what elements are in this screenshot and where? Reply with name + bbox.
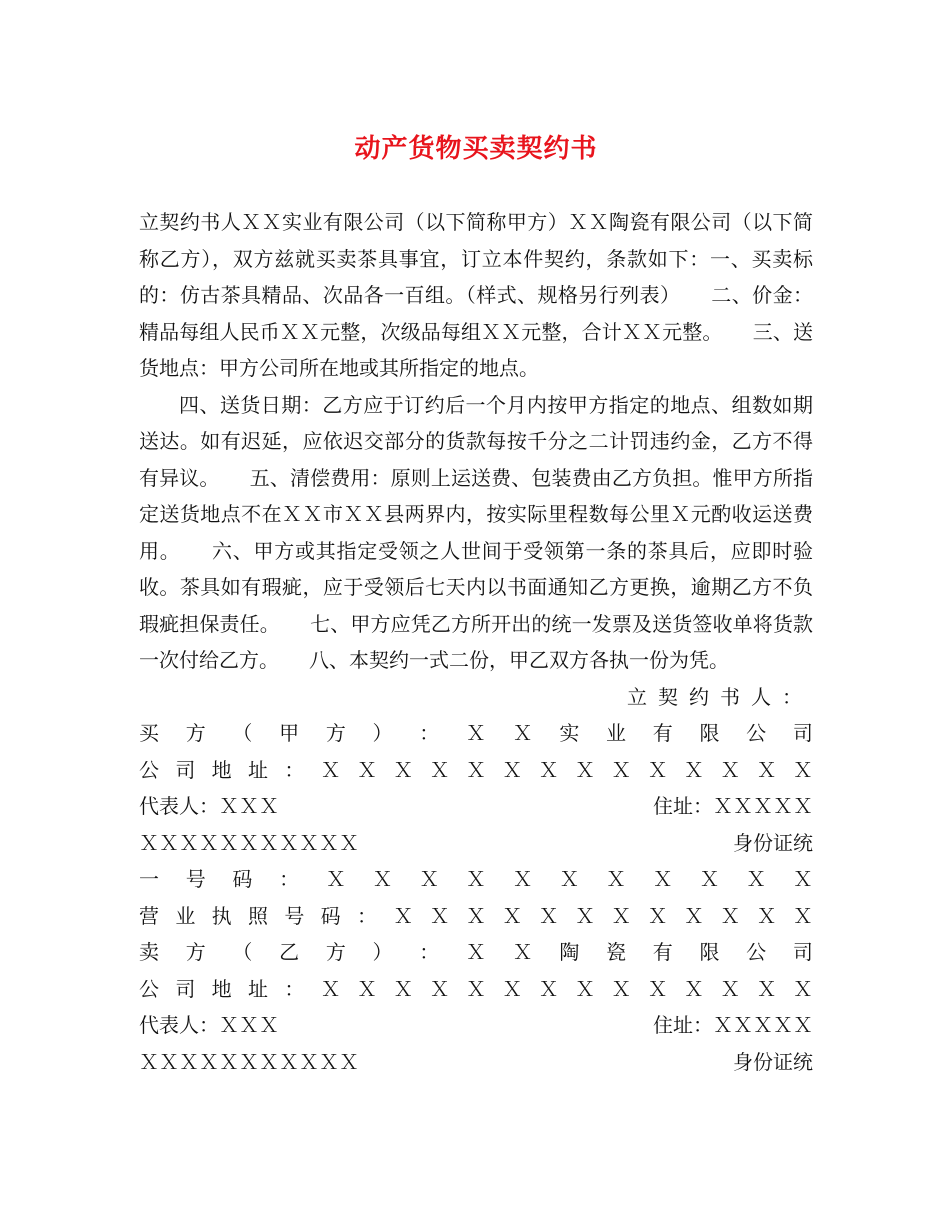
spread-glyph: 照 <box>247 903 268 928</box>
seller-residence: 住址：ＸＸＸＸＸ <box>653 1013 813 1037</box>
spread-glyph: 号 <box>284 903 305 928</box>
spread-glyph: Ｘ <box>647 976 668 1001</box>
spread-glyph: Ｘ <box>429 903 450 928</box>
spread-glyph: 甲 <box>279 721 300 745</box>
spread-glyph: 码 <box>232 867 253 891</box>
spread-glyph: Ｘ <box>538 976 559 1001</box>
spread-glyph: Ｘ <box>538 757 559 782</box>
spread-glyph: 业 <box>606 721 627 745</box>
buyer-address-line <box>139 752 813 789</box>
spread-glyph: 实 <box>559 721 580 745</box>
spread-glyph: Ｘ <box>356 976 377 1001</box>
spread-glyph: ： <box>284 976 305 1001</box>
spread-glyph: Ｘ <box>574 903 595 928</box>
spread-glyph: Ｘ <box>699 867 720 891</box>
spread-glyph: Ｘ <box>502 976 523 1001</box>
spread-glyph: Ｘ <box>465 757 486 782</box>
spread-glyph: 号 <box>185 867 206 891</box>
seller-party-line <box>139 934 813 971</box>
spread-glyph: Ｘ <box>320 976 341 1001</box>
seller-residence-cont: ＸＸＸＸＸＸＸＸＸＸＸ <box>139 1049 359 1074</box>
spread-glyph: Ｘ <box>419 867 440 891</box>
buyer-residence-cont: ＸＸＸＸＸＸＸＸＸＸＸ <box>139 830 359 855</box>
spread-glyph: Ｘ <box>574 976 595 1001</box>
spread-glyph: Ｘ <box>538 903 559 928</box>
seller-representative-line <box>139 1007 813 1044</box>
spread-glyph: Ｘ <box>502 903 523 928</box>
spread-glyph: Ｘ <box>512 940 533 964</box>
spread-glyph: Ｘ <box>429 976 450 1001</box>
spread-glyph: 执 <box>211 903 232 928</box>
spread-glyph: Ｘ <box>720 903 741 928</box>
spread-glyph: Ｘ <box>611 976 632 1001</box>
spread-glyph: ： <box>284 757 305 782</box>
spread-glyph: 方 <box>185 940 206 964</box>
spread-glyph: 方 <box>325 940 346 964</box>
buyer-license-line <box>139 898 813 935</box>
contract-page <box>139 0 813 1230</box>
spread-glyph: 乙 <box>279 940 300 964</box>
seller-representative: 代表人：ＸＸＸ <box>139 1013 279 1037</box>
buyer-residence-cont-line <box>139 825 813 862</box>
buyer-id-label: 身份证统 <box>733 830 813 855</box>
spread-glyph: Ｘ <box>465 976 486 1001</box>
paragraph-intro-terms: 立契约书人ＸＸ实业有限公司（以下简称甲方）ＸＸ陶瓷有限公司（以下简称乙方），双方兹就买卖茶具事宜，订立本件契约，条款如下：一、买卖标的：仿古茶具精品、次品各一百组。（样式、规格另行列表） 二、价金：精品每组人民币ＸＸ元整，次级品每组ＸＸ元整，合计ＸＸ元整。 三、送货地点：甲方公司所在地或其所指定的地点。 <box>139 210 813 380</box>
spread-glyph: 地 <box>211 976 232 1001</box>
spread-glyph: 公 <box>746 721 767 745</box>
spread-glyph: Ｘ <box>756 903 777 928</box>
spread-glyph: Ｘ <box>792 976 813 1001</box>
spread-glyph: （ <box>232 721 253 745</box>
spread-glyph: Ｘ <box>325 867 346 891</box>
buyer-representative-line <box>139 788 813 825</box>
spread-glyph: 司 <box>175 757 196 782</box>
buyer-representative: 代表人：ＸＸＸ <box>139 794 279 818</box>
spread-glyph: Ｘ <box>512 867 533 891</box>
spread-glyph: Ｘ <box>606 867 627 891</box>
seller-address-line <box>139 971 813 1008</box>
spread-glyph: 有 <box>652 721 673 745</box>
spread-glyph: Ｘ <box>792 903 813 928</box>
document-title: 动产货物买卖契约书 <box>354 134 598 164</box>
spread-glyph: ： <box>279 867 300 891</box>
spread-glyph: ： <box>419 940 440 964</box>
spread-glyph: Ｘ <box>720 757 741 782</box>
signatories-heading <box>139 679 813 716</box>
spread-glyph: 址 <box>247 976 268 1001</box>
spread-glyph: ） <box>372 721 393 745</box>
paragraph-delivery-terms: 四、送货日期：乙方应于订约后一个月内按甲方指定的地点、组数如期送达。如有迟延，应依迟交部分的货款每按千分之二计罚违约金，乙方不得有异议。 五、清偿费用：原则上运送费、包装费由乙方负担。惟甲方所指定送货地点不在ＸＸ市ＸＸ县两界内，按实际里程数每公里Ｘ元酌收运送费用。 六、甲方或其指定受领之人世间于受领第一条的茶具后，应即时验收。茶具如有瑕疵，应于受领后七天内以书面通知乙方更换，逾期乙方不负瑕疵担保责任。 七、甲方应凭乙方所开出的统一发票及送货签收单将货款一次付给乙方。 八、本契约一式二份，甲乙双方各执一份为凭。 <box>139 392 813 672</box>
spread-glyph: Ｘ <box>647 757 668 782</box>
seller-id-label: 身份证统 <box>733 1049 813 1074</box>
spread-glyph: （ <box>232 940 253 964</box>
spread-glyph: Ｘ <box>320 757 341 782</box>
spread-glyph: 公 <box>139 757 159 782</box>
spread-glyph: Ｘ <box>683 903 704 928</box>
buyer-residence: 住址：ＸＸＸＸＸ <box>653 794 813 818</box>
spread-glyph: Ｘ <box>792 757 813 782</box>
spread-glyph: Ｘ <box>393 903 414 928</box>
spread-glyph: 业 <box>175 903 196 928</box>
spread-glyph: 码 <box>320 903 341 928</box>
spread-glyph: 地 <box>211 757 232 782</box>
spread-glyph: Ｘ <box>756 976 777 1001</box>
spread-glyph: 址 <box>247 757 268 782</box>
spread-glyph: ： <box>356 903 377 928</box>
spread-glyph: Ｘ <box>756 757 777 782</box>
spread-glyph: 瓷 <box>606 940 627 964</box>
spread-glyph: ： <box>419 721 440 745</box>
spread-glyph: Ｘ <box>559 867 580 891</box>
spread-glyph: 方 <box>185 721 206 745</box>
spread-glyph: Ｘ <box>683 976 704 1001</box>
spread-glyph: Ｘ <box>502 757 523 782</box>
spread-glyph: Ｘ <box>647 903 668 928</box>
spread-glyph: Ｘ <box>465 721 486 745</box>
spread-glyph: 一 <box>139 867 159 891</box>
spread-glyph: Ｘ <box>465 903 486 928</box>
spread-glyph: Ｘ <box>792 867 813 891</box>
spread-glyph: 公 <box>746 940 767 964</box>
spread-glyph: Ｘ <box>652 867 673 891</box>
spread-glyph: 买 <box>139 721 159 745</box>
buyer-id-number-line <box>139 861 813 898</box>
spread-glyph: Ｘ <box>611 757 632 782</box>
spread-glyph: 陶 <box>559 940 580 964</box>
spread-glyph: Ｘ <box>512 721 533 745</box>
spread-glyph: Ｘ <box>720 976 741 1001</box>
signatories-heading-text: 立契约书人： <box>627 684 813 709</box>
spread-glyph: Ｘ <box>574 757 595 782</box>
spread-glyph: Ｘ <box>393 757 414 782</box>
spread-glyph: Ｘ <box>393 976 414 1001</box>
spread-glyph: Ｘ <box>372 867 393 891</box>
document-body <box>139 204 813 1080</box>
spread-glyph: Ｘ <box>465 940 486 964</box>
spread-glyph: 限 <box>699 940 720 964</box>
spread-glyph: Ｘ <box>683 757 704 782</box>
spread-glyph: Ｘ <box>746 867 767 891</box>
seller-residence-cont-line <box>139 1044 813 1081</box>
spread-glyph: Ｘ <box>465 867 486 891</box>
spread-glyph: Ｘ <box>429 757 450 782</box>
spread-glyph: 卖 <box>139 940 159 964</box>
buyer-party-line <box>139 715 813 752</box>
spread-glyph: 限 <box>699 721 720 745</box>
spread-glyph: 营 <box>139 903 159 928</box>
spread-glyph: 公 <box>139 976 159 1001</box>
spread-glyph: 司 <box>792 940 813 964</box>
spread-glyph: 有 <box>652 940 673 964</box>
spread-glyph: ） <box>372 940 393 964</box>
spread-glyph: Ｘ <box>611 903 632 928</box>
spread-glyph: Ｘ <box>356 757 377 782</box>
spread-glyph: 司 <box>792 721 813 745</box>
spread-glyph: 方 <box>325 721 346 745</box>
spread-glyph: 司 <box>175 976 196 1001</box>
